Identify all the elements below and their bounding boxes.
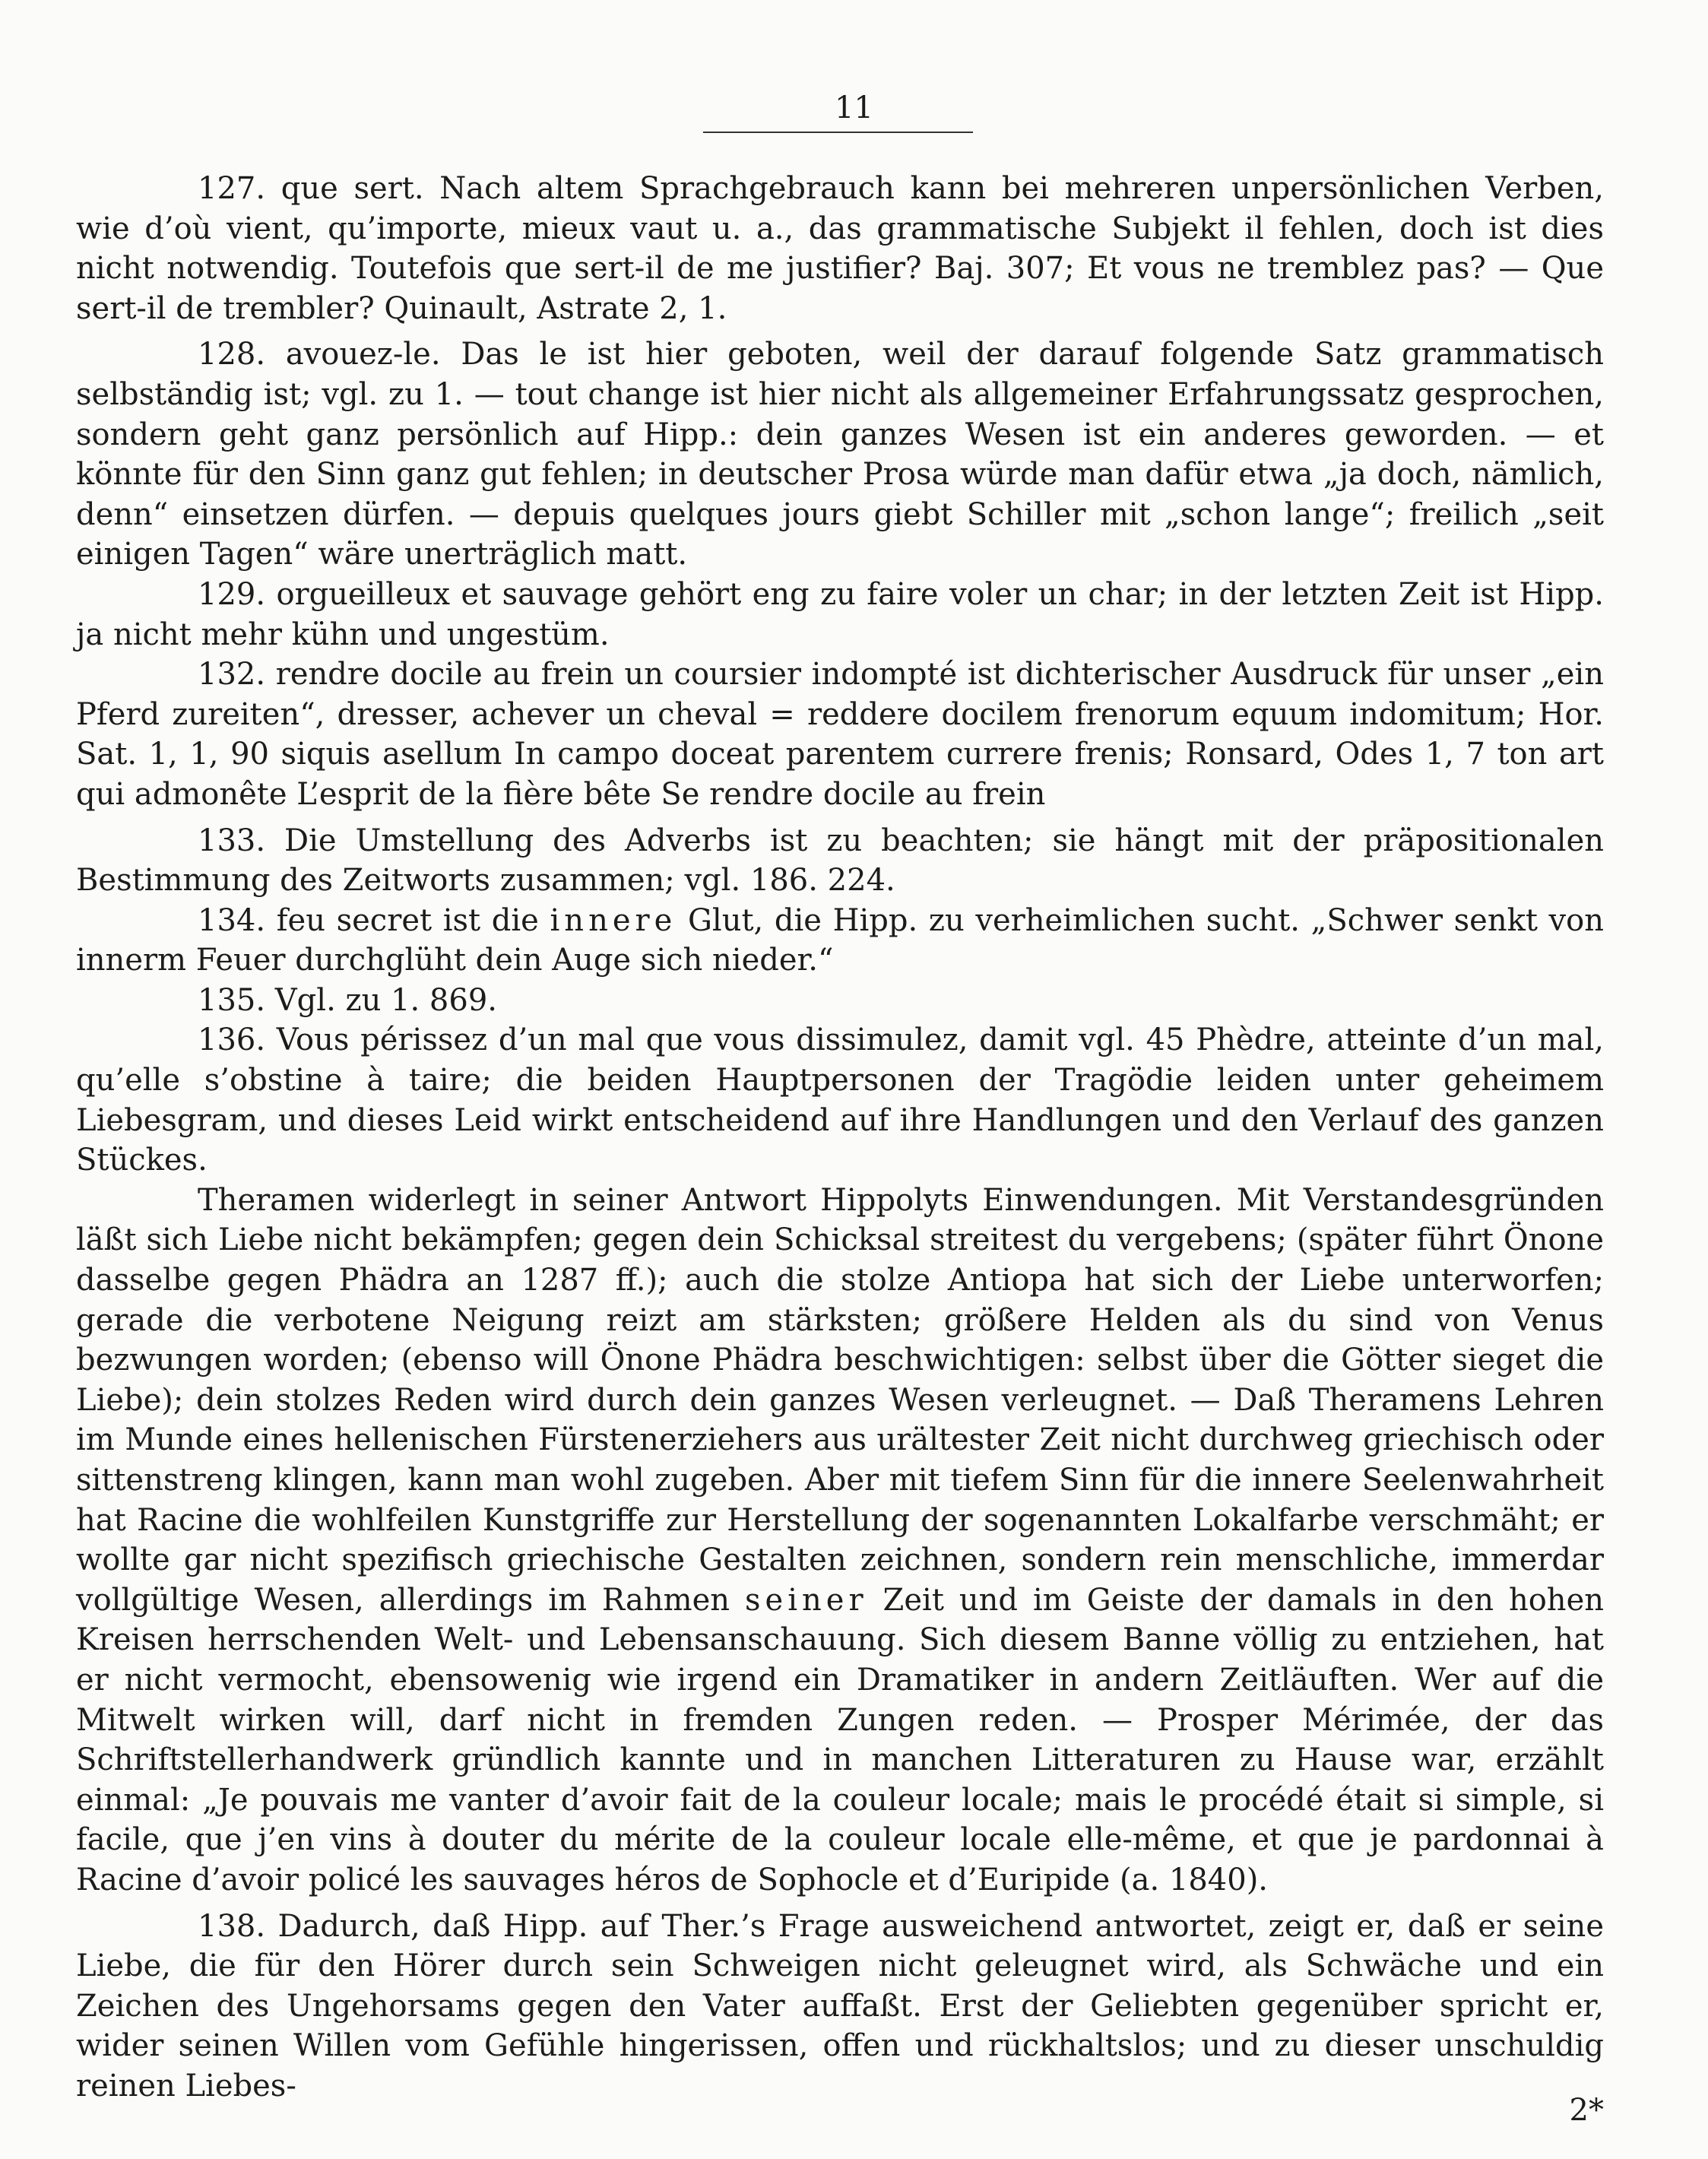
note-128: 128. avouez-le. Das le ist hier geboten, weil der darauf folgende Satz grammatisch selbständig ist; vgl. zu 1. — tout change ist hier nicht als allgemeiner Erfahrungssatz gesprochen, sondern geht ganz persönlich auf Hipp.: dein ganzes Wesen ist ein anderes geworden. — et könnte für den Sinn ganz gut fehlen; in deutscher Prosa würde man dafür etwa „ja doch, nämlich, denn“ einsetzen dürfen. — depuis quelques jours giebt Schiller mit „schon lange“; freilich „seit einigen Tagen“ wäre unerträglich matt. — [76, 337, 1604, 572]
note-134 — [76, 901, 1604, 981]
note-136: 136. Vous périssez d’un mal que vous dissimulez, damit vgl. 45 Phèdre, atteinte d’un mal, qu’elle s’obstine à taire; die beiden Hauptpersonen der Tragödie leiden unter geheimem Liebesgram, und dieses Leid wirkt entscheidend auf ihre Handlungen und den Verlauf des ganzen Stückes. — [76, 1022, 1604, 1178]
header-rule — [703, 132, 973, 133]
note-134-text-b: Glut, die Hipp. zu verheimlichen sucht. „Schwer senkt von innerm Feuer durchglüht dein Auge sich nieder.“ — [76, 902, 1605, 978]
note-129: 129. orgueilleux et sauvage gehört eng zu faire voler un char; in der letzten Zeit ist Hipp. ja nicht mehr kühn und ungestüm. — [76, 576, 1604, 652]
note-132: 132. rendre docile au frein un coursier indompté ist dichterischer Ausdruck für unser „ein Pferd zureiten“, dresser, achever un cheval = reddere docilem frenorum equum indomitum; Hor. Sat. 1, 1, 90 siquis asellum In campo doceat parentem currere frenis; Ronsard, Odes 1, 7 ton art qui admonête L’esprit de la fière bête Se rendre docile au frein — [76, 657, 1604, 812]
note-135: 135. Vgl. zu 1. 869. — [198, 982, 497, 1018]
note-134-emphasis: innere — [550, 902, 677, 938]
signature-mark: 2* — [1569, 2093, 1604, 2128]
theramen-emphasis: seiner — [745, 1582, 868, 1618]
note-133: 133. Die Umstellung des Adverbs ist zu beachten; sie hängt mit der präpositionalen Bestimmung des Zeitworts zusammen; vgl. 186. 224. — [76, 823, 1604, 899]
theramen-text-b: Zeit und im Geiste der damals in den hohen Kreisen herrschenden Welt- und Lebensanschauung. Sich diesem Banne völlig zu entziehen, hat er nicht vermocht, ebensowenig wie irgend ein Dramatiker in andern Zeitläuften. Wer auf die Mitwelt wirken will, darf nicht in fremden Zungen reden. — Prosper Mérimée, der das Schriftstellerhandwerk gründlich kannte und in manchen Litteraturen zu Hause war, erzählt einmal: „Je pouvais me vanter d’avoir fait de la couleur locale; mais le procédé était si simple, si facile, que j’en vins à douter du mérite de la couleur locale elle-même, et que je pardonnai à Racine d’avoir policé les sauvages héros de Sophocle et d’Euripide (a. 1840). — [76, 1582, 1605, 1897]
note-134-text-a: 134. feu secret ist die — [198, 902, 550, 938]
note-127: 127. que sert. Nach altem Sprachgebrauch kann bei mehreren unpersönlichen Verben, wie d’où vient, qu’importe, mieux vaut u. a., das grammatische Subjekt il fehlen, doch ist dies nicht notwendig. Toutefois que sert-il de me justifier? Baj. 307; Et vous ne tremblez pas? — Que sert-il de trembler? Quinault, Astrate 2, 1. — [76, 171, 1604, 326]
theramen-paragraph — [76, 1181, 1604, 1901]
commentary-text — [76, 169, 1604, 2107]
theramen-text-a: Theramen widerlegt in seiner Antwort Hippolyts Einwendungen. Mit Verstandesgründen läßt sich Liebe nicht bekämpfen; gegen dein Schicksal streitest du vergebens; (später führt Önone dasselbe gegen Phädra an 1287 ff.); auch die stolze Antiopa hat sich der Liebe unterworfen; gerade die verbotene Neigung reizt am stärksten; größere Helden als du sind von Venus bezwungen worden; (ebenso will Önone Phädra beschwichtigen: selbst über die Götter sieget die Liebe); dein stolzes Reden wird durch dein ganzes Wesen verleugnet. — Daß Theramens Lehren im Munde eines hellenischen Fürstenerziehers aus urältester Zeit nicht durchweg griechisch oder sittenstreng klingen, kann man wohl zugeben. Aber mit tiefem Sinn für die innere Seelenwahrheit hat Racine die wohlfeilen Kunstgriffe zur Herstellung der sogenannten Lokalfarbe verschmäht; er wollte gar nicht spezifisch griechische Gestalten zeichnen, sondern rein menschliche, immerdar vollgültige Wesen, allerdings im Rahmen — [76, 1182, 1604, 1618]
page-number: 11 — [835, 90, 873, 125]
note-138: 138. Dadurch, daß Hipp. auf Ther.’s Frage ausweichend antwortet, zeigt er, daß er seine Liebe, die für den Hörer durch sein Schweigen nicht geleugnet wird, als Schwäche und ein Zeichen des Ungehorsams gegen den Vater auffaßt. Erst der Geliebten gegenüber spricht er, wider seinen Willen vom Gefühle hingerissen, offen und rückhaltslos; und zu dieser unschuldig reinen Liebes- — [76, 1908, 1604, 2104]
